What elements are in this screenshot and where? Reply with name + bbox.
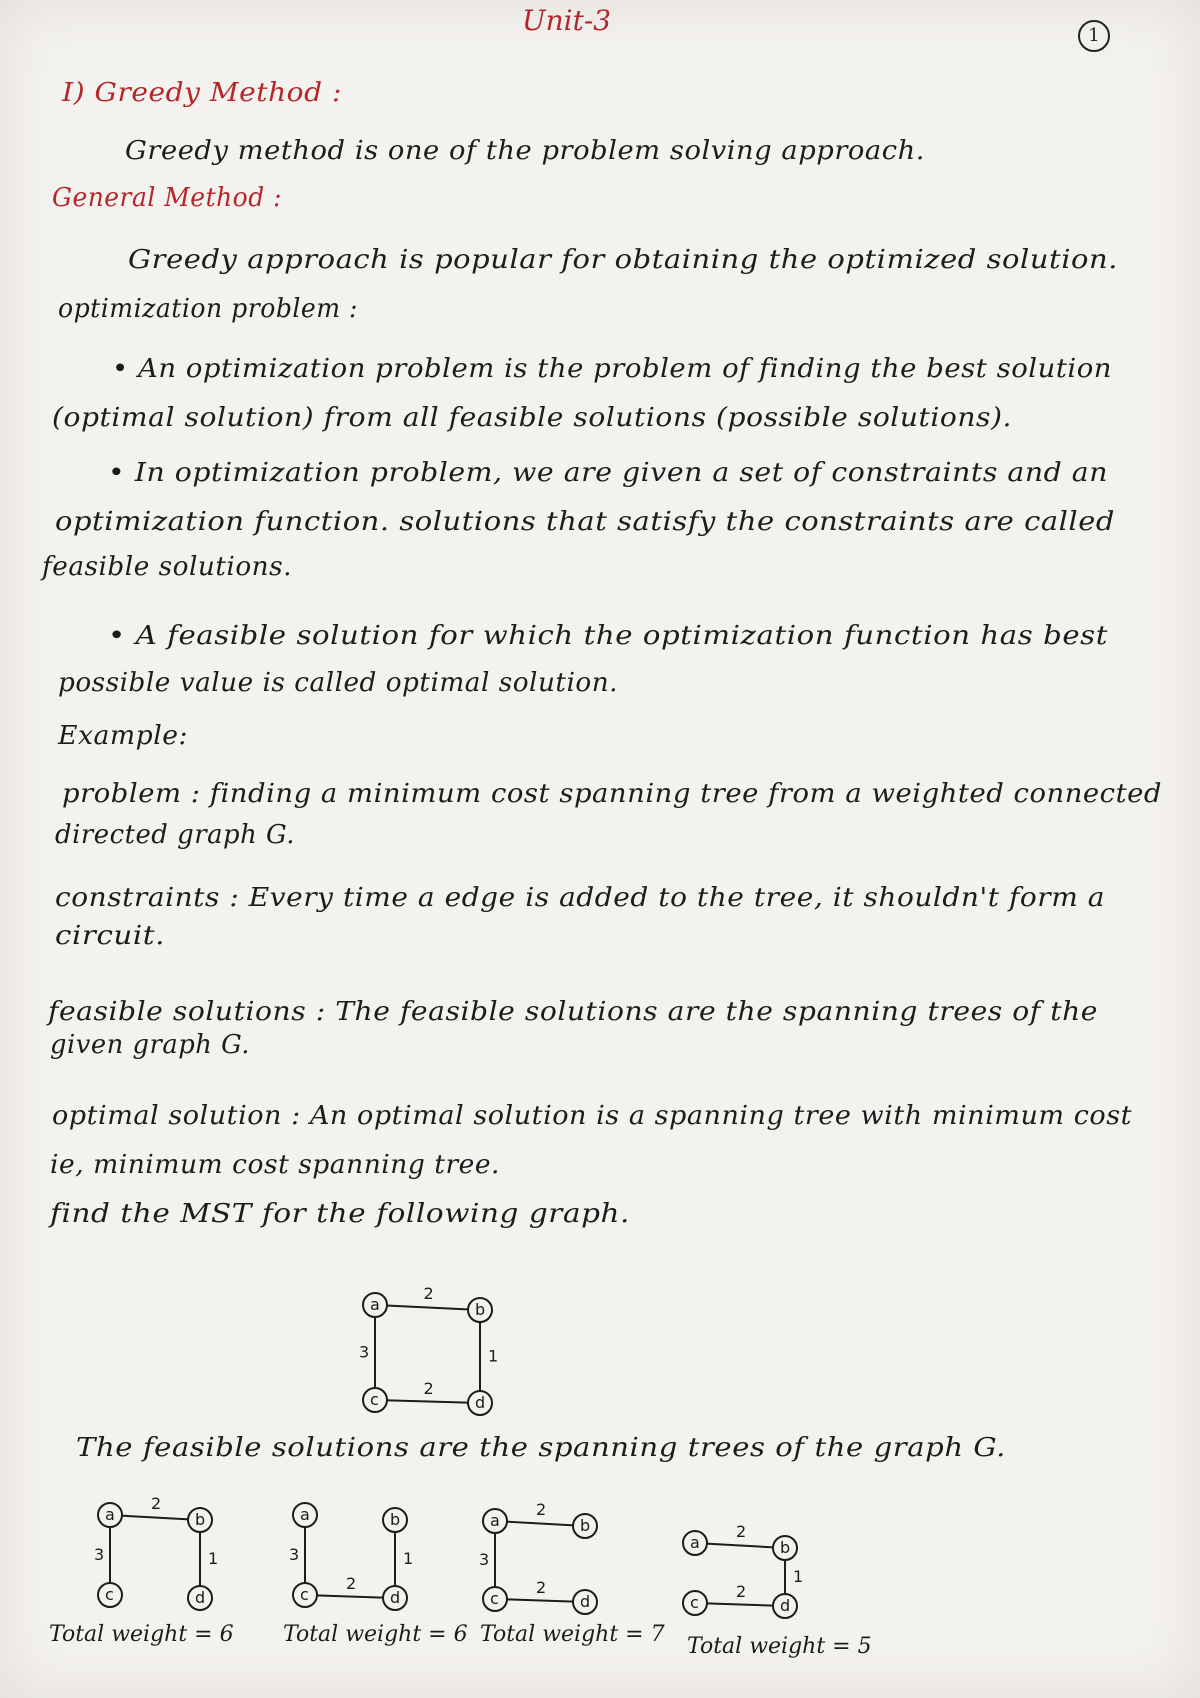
node-label: b <box>580 1516 591 1535</box>
node-label: d <box>780 1596 791 1615</box>
node-label: a <box>690 1533 700 1552</box>
node-label: b <box>475 1300 486 1319</box>
note-line: ie, minimum cost spanning tree. <box>50 1150 500 1180</box>
note-line: Example: <box>58 721 188 751</box>
note-line: The feasible solutions are the spanning trees of the graph G. <box>76 1433 1007 1463</box>
edge-weight: 1 <box>403 1549 414 1568</box>
node-label: a <box>370 1295 380 1314</box>
total-weight-label: Total weight = 5 <box>687 1634 872 1659</box>
node-label: d <box>580 1592 591 1611</box>
node-label: d <box>390 1588 401 1607</box>
node-label: a <box>490 1511 500 1530</box>
total-weight-label: Total weight = 6 <box>49 1622 234 1647</box>
note-line: possible value is called optimal solution. <box>58 668 618 698</box>
edge-ab <box>495 1521 585 1526</box>
note-line: Greedy method is one of the problem solving approach. <box>125 136 926 166</box>
node-label: c <box>105 1585 114 1604</box>
node-label: c <box>690 1593 699 1612</box>
total-weight-label: Total weight = 7 <box>480 1622 665 1647</box>
node-label: c <box>370 1390 379 1409</box>
note-line: feasible solutions : The feasible solutions are the spanning trees of the <box>48 997 1098 1027</box>
node-label: b <box>780 1538 791 1557</box>
page-number: 1 <box>1078 20 1110 52</box>
total-weight-label: Total weight = 6 <box>283 1622 468 1647</box>
subheading: General Method : <box>52 183 282 213</box>
edge-weight: 2 <box>736 1522 747 1541</box>
edge-weight: 3 <box>289 1545 300 1564</box>
edge-weight: 2 <box>536 1578 547 1597</box>
page-title: Unit-3 <box>522 4 612 37</box>
note-line: optimization function. solutions that satisfy the constraints are called <box>55 507 1115 537</box>
node-label: b <box>390 1510 401 1529</box>
edge-cd <box>305 1595 395 1598</box>
edge-weight: 2 <box>346 1574 357 1593</box>
node-label: a <box>105 1505 115 1524</box>
edge-weight: 1 <box>793 1567 804 1586</box>
edge-cd <box>375 1400 480 1403</box>
main-graph <box>359 1284 505 1425</box>
note-line: find the MST for the following graph. <box>50 1199 630 1229</box>
note-line: Greedy approach is popular for obtaining the optimized solution. <box>128 245 1118 275</box>
edge-weight: 2 <box>423 1379 434 1398</box>
note-line: (optimal solution) from all feasible solutions (possible solutions). <box>52 403 1012 433</box>
edge-weight: 3 <box>479 1550 490 1569</box>
edge-weight: 2 <box>536 1500 547 1519</box>
edge-weight: 1 <box>488 1346 499 1366</box>
note-line: • An optimization problem is the problem of finding the best solution <box>112 354 1112 384</box>
node-label: d <box>195 1588 206 1607</box>
edge-weight: 3 <box>94 1545 105 1564</box>
edge-weight: 2 <box>423 1284 434 1303</box>
spanning-tree-2 <box>290 1500 420 1620</box>
node-label: b <box>195 1510 206 1529</box>
section-heading: I) Greedy Method : <box>62 78 342 108</box>
note-line: optimal solution : An optimal solution is a spanning tree with minimum cost <box>52 1101 1132 1131</box>
spanning-tree-4 <box>680 1522 810 1628</box>
edge-weight: 2 <box>151 1494 162 1513</box>
edge-ab <box>375 1305 480 1310</box>
edge-ab <box>110 1515 200 1520</box>
spanning-tree-3 <box>479 1500 610 1624</box>
edge-cd <box>495 1599 585 1602</box>
note-line: • A feasible solution for which the optimization function has best <box>108 621 1108 651</box>
edge-weight: 3 <box>359 1342 370 1362</box>
note-line: optimization problem : <box>58 294 358 324</box>
note-line: constraints : Every time a edge is added to the tree, it shouldn't form a <box>55 883 1105 913</box>
note-line: feasible solutions. <box>42 552 292 582</box>
node-label: d <box>475 1393 486 1412</box>
note-line: given graph G. <box>50 1030 250 1060</box>
spanning-tree-1 <box>94 1494 225 1620</box>
note-line: problem : finding a minimum cost spanning tree from a weighted connected <box>62 779 1162 809</box>
edge-ab <box>695 1543 785 1548</box>
node-label: c <box>300 1585 309 1604</box>
edge-cd <box>695 1603 785 1606</box>
edge-weight: 1 <box>208 1549 219 1568</box>
node-label: a <box>300 1505 310 1524</box>
edge-weight: 2 <box>736 1582 747 1601</box>
node-label: c <box>490 1589 499 1608</box>
note-line: directed graph G. <box>55 820 295 850</box>
note-line: circuit. <box>55 921 165 951</box>
note-line: • In optimization problem, we are given a set of constraints and an <box>108 458 1108 488</box>
